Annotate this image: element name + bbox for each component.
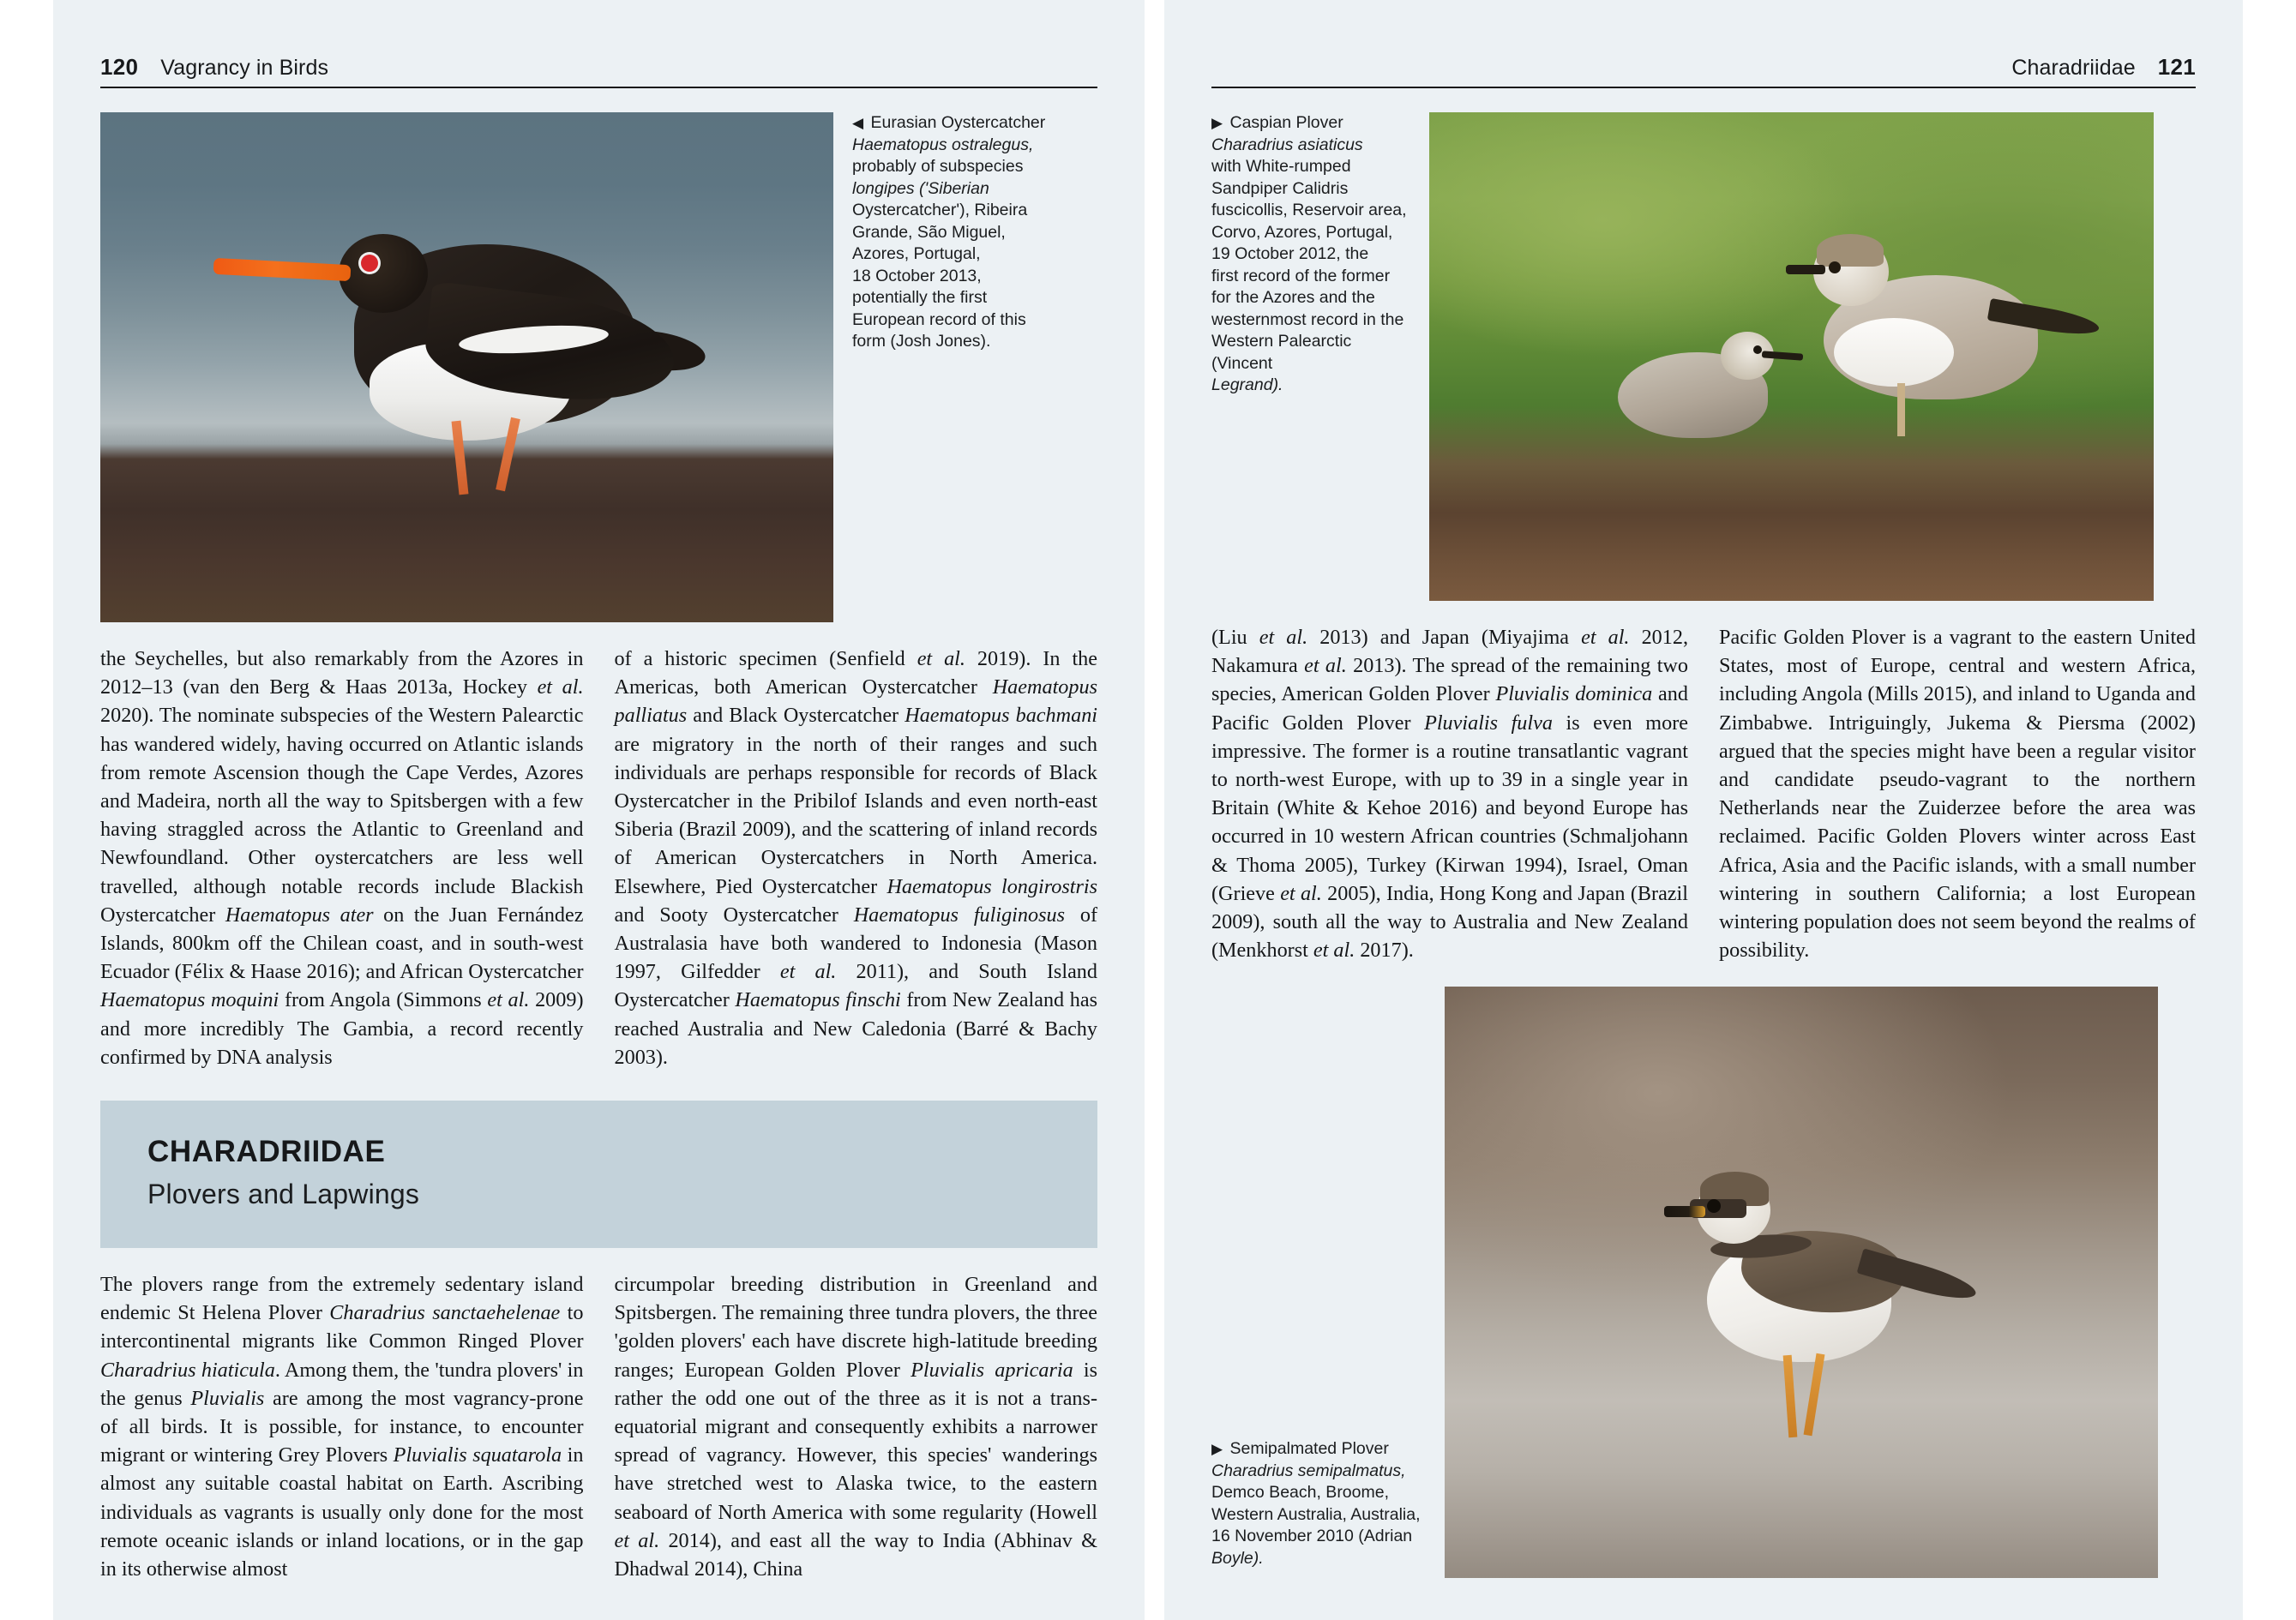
page-number-left: 120 (100, 54, 139, 80)
caption-line: Grande, São Miguel, (852, 222, 1006, 242)
caption-line: 16 November 2010 (Adrian (1211, 1527, 1413, 1546)
caption-line-italic: Charadrius semipalmatus, (1211, 1461, 1406, 1480)
plover-breast (1834, 318, 1954, 387)
caption-line: Haematopus ostralegus, (852, 135, 1034, 154)
caption-line: potentially the first (852, 288, 988, 307)
body-columns-right (1211, 623, 2196, 964)
caption-line-italic: longipes ('Siberian (852, 178, 989, 198)
caption-line-italic: Charadrius asiaticus (1211, 135, 1363, 154)
body-column-2: of a historic specimen (Senfield et al. 2019). In the Americas, both American Oystercatcher Haematopus palliatus and Black Oystercatcher Haematopus bachmani are migratory in the north of their ranges and such individuals are perhaps responsible for records of Black Oystercatcher in the Pribilof Islands and even north-east Siberia (Brazil 2009), and the scattering of inland records of American Oystercatchers in North America. Elsewhere, Pied Oystercatcher Haematopus longirostris and Sooty Oystercatcher Haematopus fuliginosus of Australasia have both wandered to Indonesia (Mason 1997, Gilfedder et al. 2011), and South Island Oystercatcher Haematopus finschi from New Zealand has reached Australia and New Caledonia (Barré & Bachy 2003). (614, 647, 1098, 1069)
bird-bill (213, 258, 352, 281)
caption-arrow-right-icon: ▶ (1211, 1441, 1226, 1458)
body-columns-upper-left (100, 645, 1097, 1071)
caption-line: Western Palearctic (Vincent (1211, 332, 1352, 373)
caption-line: Eurasian Oystercatcher (870, 113, 1046, 132)
family-heading-box (100, 1101, 1097, 1248)
bird-eye (361, 255, 378, 272)
left-page (53, 0, 1145, 1620)
caption-line: Corvo, Azores, Portugal, (1211, 222, 1393, 242)
bird-head (339, 234, 428, 313)
body-column-4: circumpolar breeding distribution in Greenland and Spitsbergen. The remaining three tundra plovers, the three 'golden plovers' each have discrete high-latitude breeding ranges; European Golden Plover Pluvialis apricaria is rather the odd one out of the three as it is not a trans-equatorial migrant and consequently exhibits a narrower spread of vagrancy. However, this species' wanderings have stretched west to Alaska twice, to the eastern seaboard of North America with some regularity (Howell et al. 2014), and east all the way to India (Abhinav & Dhadwal 2014), China (614, 1273, 1097, 1581)
figure-semipalmated-plover (1211, 987, 2196, 1578)
caption-line: Demco Beach, Broome, (1211, 1483, 1390, 1503)
running-head-left (100, 19, 1097, 88)
body-column-5: (Liu et al. 2013) and Japan (Miyajima et al. 2012, Nakamura et al. 2013). The spread of the remaining two species, American Golden Plover Pluvialis dominica and Pacific Golden Plover Pluvialis fulva is even more impressive. The former is a routine transatlantic vagrant to north-west Europe, with up to 39 in a single year in Britain (White & Kehoe 2016) and beyond Europe has occurred in 10 western African countries (Schmaljohann & Thoma 2005), Turkey (Kirwan 1994), Israel, Oman (Grieve et al. 2005), India, Hong Kong and Japan (Brazil 2009), south all the way to Australia and New Zealand (Menkhorst et al. 2017). (1211, 626, 1688, 963)
caspian-plover-photo (1429, 112, 2154, 601)
body-columns-lower-left (100, 1270, 1097, 1583)
caption-line: westernmost record in the (1211, 309, 1404, 329)
semi-bill (1664, 1206, 1705, 1217)
running-head-right (1211, 19, 2196, 88)
caption-arrow-right-icon: ▶ (1211, 115, 1226, 131)
caption-line: first record of the former (1211, 266, 1391, 285)
plover-eye (1829, 261, 1841, 273)
caption-line: Western Australia, Australia, (1211, 1504, 1421, 1524)
caption-line: Oystercatcher'), Ribeira (852, 201, 1028, 219)
body-column-1: the Seychelles, but also remarkably from the Azores in 2012–13 (van den Berg & Haas 2013a, Hockey et al. 2020). The nominate subspecies of the Western Palearctic has wandered widely, having occurred on Atlantic islands from remote Ascension though the Cape Verdes, Azores and Madeira, north all the way to Spitsbergen with a few having straggled across the Atlantic to Greenland and Newfoundland. Other oystercatchers are less well travelled, although notable records include Blackish Oystercatcher Haematopus ater on the Juan Fernández Islands, 800km off the Chilean coast, and in south-west Ecuador (Félix & Haase 2016); and African Oystercatcher Haematopus moquini from Angola (Simmons et al. 2009) and more incredibly The Gambia, a record recently confirmed by DNA analysis (100, 647, 584, 1069)
caption-line: 18 October 2013, (852, 266, 982, 285)
caption-line: for the Azores and the (1211, 288, 1375, 307)
oystercatcher-illustration (201, 213, 707, 496)
caption-line-credit: form (Josh Jones). (852, 332, 991, 351)
caption-line-credit: Legrand). (1211, 375, 1283, 394)
family-name: CHARADRIIDAE (147, 1135, 386, 1169)
caption-line: Semipalmated Plover (1229, 1439, 1389, 1459)
caption-line: fuscicollis, Reservoir area, (1211, 201, 1407, 219)
caption-line: probably of subspecies (852, 157, 1024, 176)
semi-leg-right (1804, 1353, 1825, 1436)
family-common-names: Plovers and Lapwings (147, 1179, 420, 1210)
eurasian-oystercatcher-photo (100, 112, 833, 622)
caption-line-credit: Boyle). (1211, 1548, 1264, 1568)
running-head-title-right: Charadriidae (2011, 56, 2136, 80)
semi-leg-left (1783, 1355, 1798, 1437)
plover-crown (1817, 234, 1884, 267)
plover-leg (1897, 383, 1905, 436)
white-rumped-sandpiper-illustration (1592, 318, 1806, 464)
figure-caspian-plover (1211, 112, 2196, 601)
caption-line: with White-rumped (1211, 157, 1351, 176)
semipalmated-plover-photo (1445, 987, 2158, 1578)
caption-line: 19 October 2012, the (1211, 244, 1369, 263)
semipalmated-plover-illustration (1659, 1139, 2002, 1499)
caption-oystercatcher (852, 112, 1065, 622)
body-column-3: The plovers range from the extremely sedentary island endemic St Helena Plover Charadrius sanctaehelenae to intercontinental migrants like Common Ringed Plover Charadrius hiaticula. Among them, the 'tundra plovers' in the genus Pluvialis are among the most vagrancy-prone of all birds. It is possible, for instance, to encounter migrant or wintering Grey Plovers Pluvialis squatarola in almost any suitable coastal habitat on Earth. Ascribing individuals as vagrants is usually only done for the most remote oceanic islands or inland locations, or in the gap in its otherwise almost (100, 1273, 584, 1581)
caption-line: European record of this (852, 309, 1026, 329)
caption-caspian-plover (1211, 112, 1410, 601)
body-column-6: Pacific Golden Plover is a vagrant to the eastern United States, most of Europe, central and western Africa, including Angola (Mills 2015), and inland to Uganda and Zimbabwe. Intriguingly, Jukema & Piersma (2002) argued that the species might have been a regular visitor and candidate pseudo-vagrant to the northern Netherlands near the Zuiderzee before the area was reclaimed. Pacific Golden Plovers winter across East Africa, Asia and the Pacific islands, with a small number wintering in southern California; a lost European wintering population does not seem beyond the realms of possibility. (1719, 626, 2196, 963)
page-number-right: 121 (2157, 54, 2196, 80)
caption-semipalmated-plover (1211, 1438, 1424, 1578)
sandpiper-eye (1753, 345, 1762, 354)
plover-bill (1786, 265, 1825, 274)
caption-line: Sandpiper Calidris (1211, 178, 1349, 198)
caption-arrow-left-icon: ◀ (852, 115, 867, 131)
figure-oystercatcher (100, 112, 1097, 622)
running-head-title-left: Vagrancy in Birds (160, 56, 329, 80)
caption-line: Azores, Portugal, (852, 244, 981, 263)
caspian-plover-illustration (1772, 215, 2115, 472)
right-page (1164, 0, 2243, 1620)
caption-line: Caspian Plover (1229, 113, 1343, 132)
